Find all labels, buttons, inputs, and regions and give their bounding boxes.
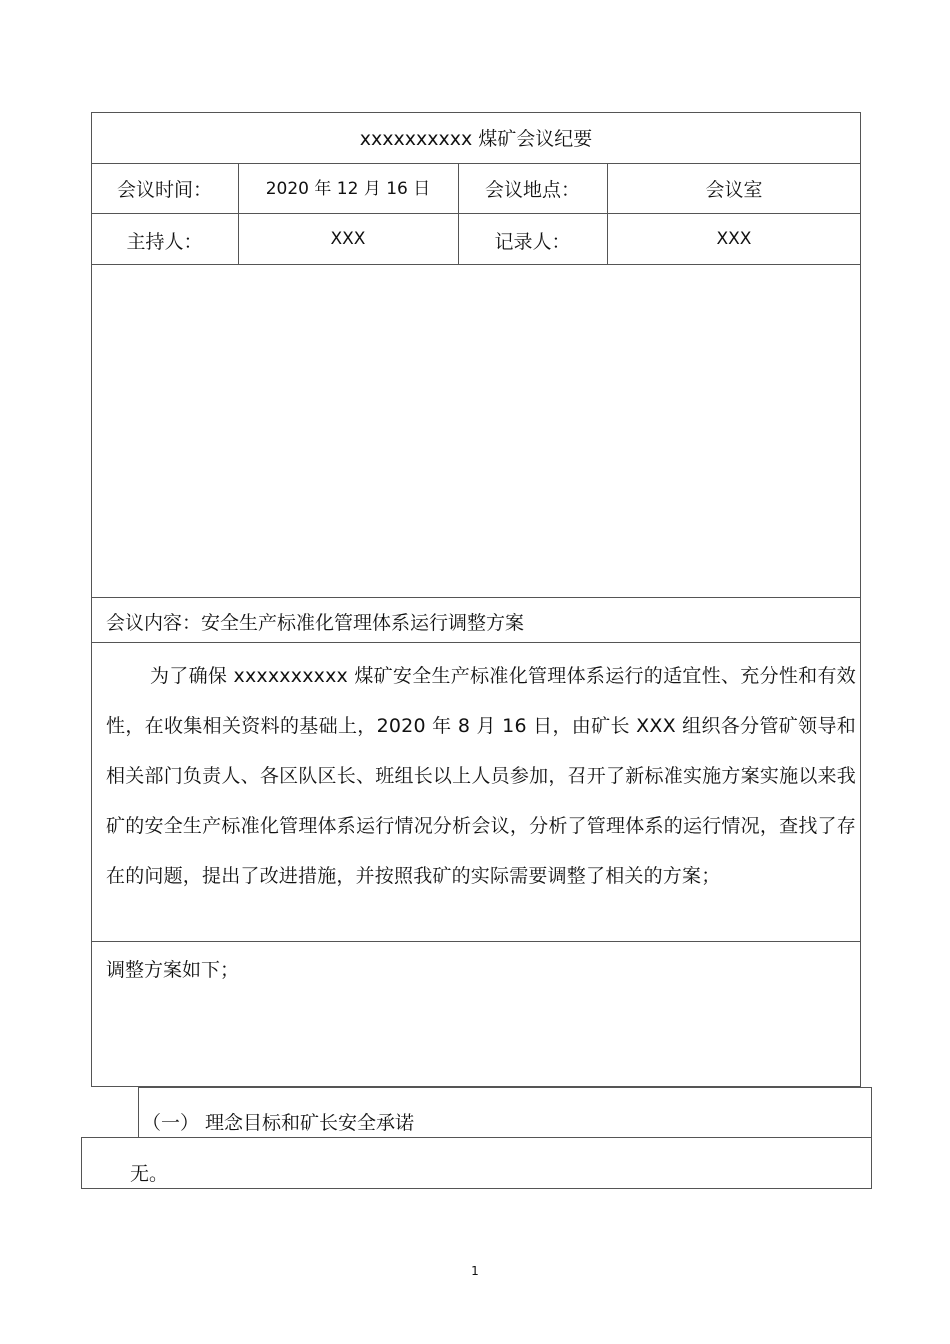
minutes-paragraph: 为了确保 xxxxxxxxxx 煤矿安全生产标准化管理体系运行的适宜性、充分性和有效性，在收集相关资料的基础上，2020 年 8 月 16 日，由矿长 XXX 组织各分管矿领导和相关部门负责人、各区队区长、班组长以上人员参加，召开了新标准实施方案实施以来我矿的安全生产标准化管理体系运行情况分析会议，分析了管理体系的运行情况，查找了存在的问题，提出了改进措施，并按照我矿的实际需要调整了相关的方案； — [106, 665, 856, 887]
page-number: 1 — [471, 1264, 479, 1278]
section-body-box — [81, 1137, 872, 1189]
meeting-time-label: 会议时间： — [116, 178, 212, 201]
section-body: 无。 — [130, 1163, 169, 1185]
row-divider — [91, 941, 861, 942]
row-divider — [91, 597, 861, 598]
content-heading: 会议内容：安全生产标准化管理体系运行调整方案 — [106, 612, 525, 634]
host-label: 主持人： — [126, 230, 203, 253]
document-title: xxxxxxxxxx 煤矿会议纪要 — [359, 128, 593, 150]
row-divider — [91, 642, 861, 643]
recorder-label: 记录人： — [494, 230, 571, 253]
host-value: XXX — [330, 228, 366, 249]
adjust-intro: 调整方案如下； — [106, 959, 240, 981]
section-heading: （一） 理念目标和矿长安全承诺 — [142, 1112, 415, 1134]
meeting-place-label: 会议地点： — [484, 178, 580, 201]
meeting-place-value: 会议室 — [705, 178, 763, 201]
recorder-value: XXX — [716, 228, 752, 249]
meeting-time-value: 2020 年 12 月 16 日 — [265, 178, 431, 199]
